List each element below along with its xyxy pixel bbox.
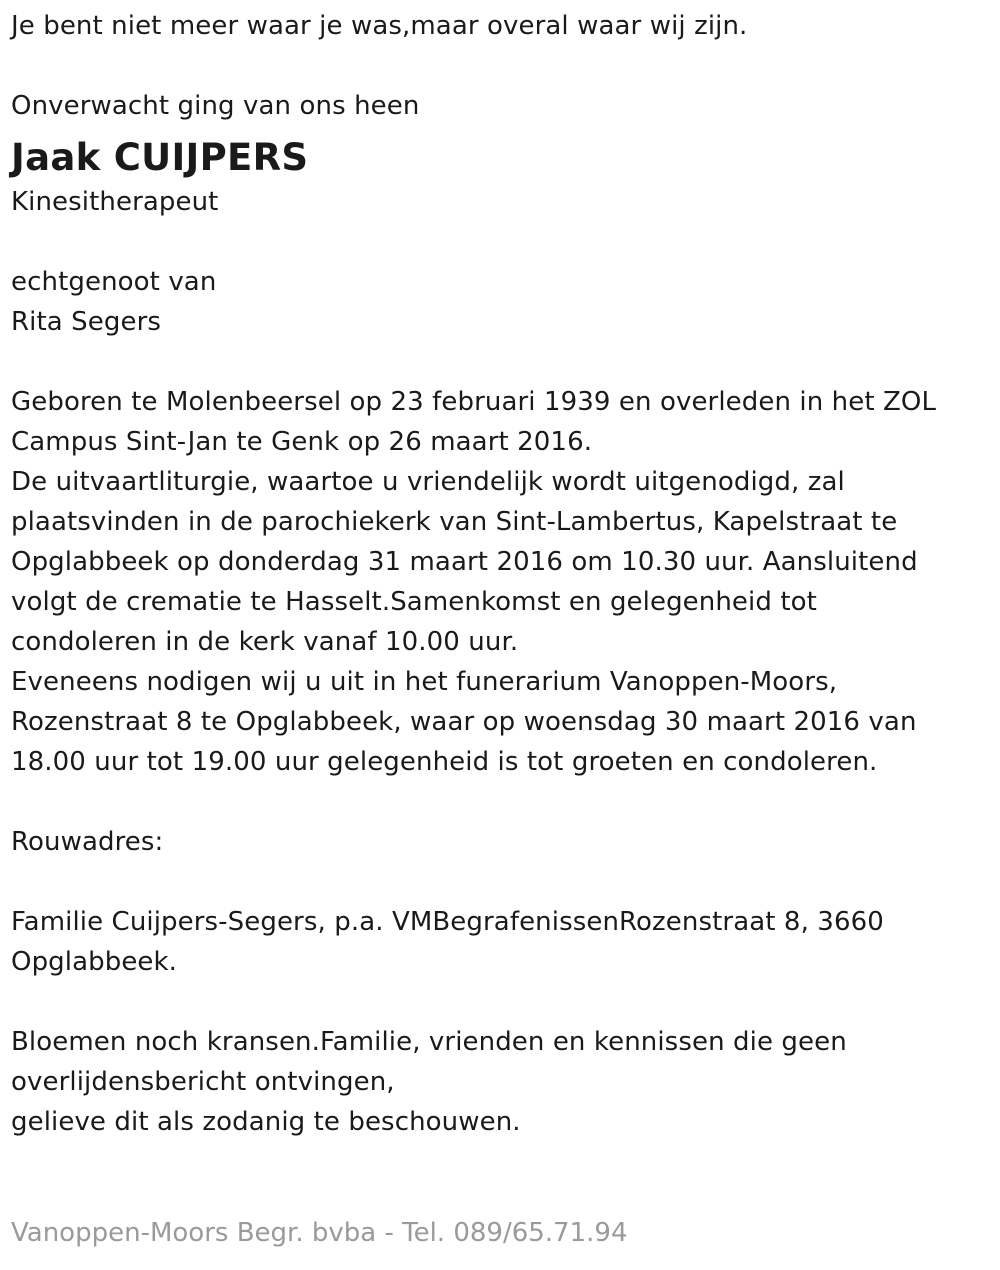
mourning-address [11, 902, 986, 982]
deceased-name: Jaak CUIJPERS [11, 136, 309, 179]
details-line: Eveneens nodigen wij u uit in het funerarium Vanoppen-Moors, [11, 667, 838, 697]
closing-line: gelieve dit als zodanig te beschouwen. [11, 1107, 521, 1137]
spacer [11, 46, 986, 86]
details-line: volgt de crematie te Hasselt.Samenkomst en gelegenheid tot [11, 587, 817, 617]
closing-note [11, 1022, 986, 1142]
funeral-details [11, 382, 986, 782]
spouse-name: Rita Segers [11, 307, 162, 337]
spouse-relation: echtgenoot van [11, 267, 217, 297]
details-line: Geboren te Molenbeersel op 23 februari 1939 en overleden in het ZOL [11, 387, 937, 417]
spacer [11, 982, 986, 1022]
epigraph: Je bent niet meer waar je was,maar overal waar wij zijn. [11, 11, 748, 41]
details-line: De uitvaartliturgie, waartoe u vriendelijk wordt uitgenodigd, zal [11, 467, 845, 497]
obituary-notice [11, 6, 986, 1142]
spacer [11, 862, 986, 902]
spacer [11, 782, 986, 822]
details-line: Rozenstraat 8 te Opglabbeek, waar op woensdag 30 maart 2016 van [11, 707, 917, 737]
spacer [11, 222, 986, 262]
details-line: condoleren in de kerk vanaf 10.00 uur. [11, 627, 519, 657]
details-line: 18.00 uur tot 19.00 uur gelegenheid is tot groeten en condoleren. [11, 747, 878, 777]
address-line: Opglabbeek. [11, 947, 178, 977]
closing-line: overlijdensbericht ontvingen, [11, 1067, 395, 1097]
deceased-profession: Kinesitherapeut [11, 187, 219, 217]
closing-line: Bloemen noch kransen.Familie, vrienden en kennissen die geen [11, 1027, 847, 1057]
details-line: Campus Sint-Jan te Genk op 26 maart 2016. [11, 427, 593, 457]
address-line: Familie Cuijpers-Segers, p.a. VMBegrafenissenRozenstraat 8, 3660 [11, 907, 884, 937]
details-line: plaatsvinden in de parochiekerk van Sint-Lambertus, Kapelstraat te [11, 507, 898, 537]
details-line: Opglabbeek op donderdag 31 maart 2016 om 10.30 uur. Aansluitend [11, 547, 918, 577]
spacer [11, 342, 986, 382]
intro-text: Onverwacht ging van ons heen [11, 91, 420, 121]
funeral-home-footer: Vanoppen-Moors Begr. bvba - Tel. 089/65.71.94 [11, 1218, 628, 1248]
address-label: Rouwadres: [11, 827, 164, 857]
